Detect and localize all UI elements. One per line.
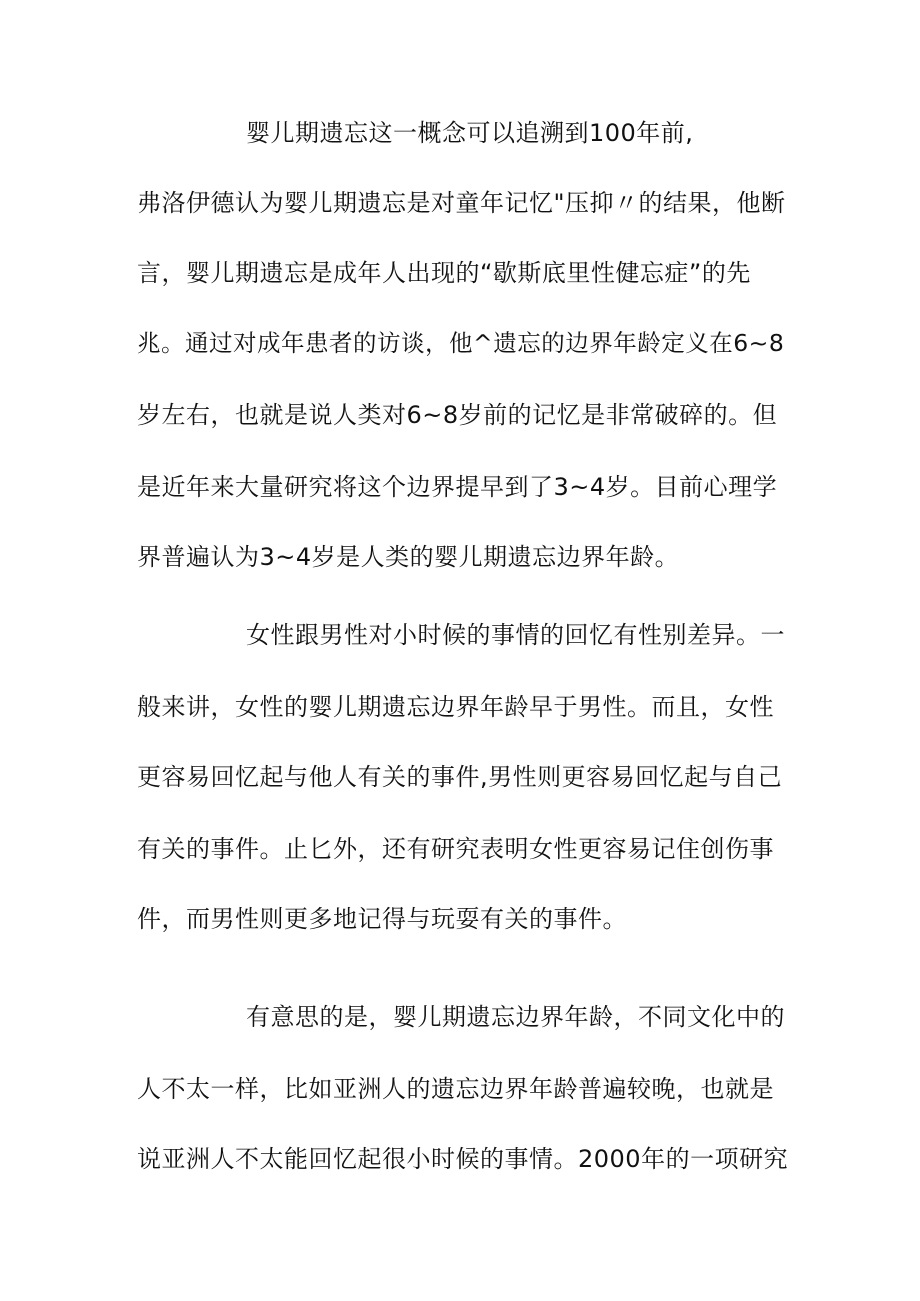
paragraph-line: 有关的事件。止匕外，还有研究表明女性更容易记住创伤事 xyxy=(137,835,774,863)
paragraph-line: 弗洛伊德认为婴儿期遗忘是对童年记忆"压抑〃的结果，他断 xyxy=(137,189,786,217)
paragraph-line: 言，婴儿期遗忘是成年人出现的“歇斯底里性健忘症”的先 xyxy=(137,259,751,287)
paragraph-line: 婴儿期遗忘这一概念可以追溯到100年前, xyxy=(246,119,694,147)
paragraph-line: 人不太一样，比如亚洲人的遗忘边界年龄普遍较晚，也就是 xyxy=(137,1075,774,1103)
paragraph-line: 有意思的是，婴儿期遗忘边界年龄，不同文化中的 xyxy=(246,1003,785,1031)
paragraph-line: 界普遍认为3~4岁是人类的婴儿期遗忘边界年龄。 xyxy=(137,543,680,571)
paragraph-line: 般来讲，女性的婴儿期遗忘边界年龄早于男性。而且，女性 xyxy=(137,693,774,721)
paragraph-line: 说亚洲人不太能回忆起很小时候的事情。2000年的一项研究 xyxy=(137,1145,789,1173)
paragraph-line: 女性跟男性对小时候的事情的回忆有性别差异。一 xyxy=(246,621,785,649)
paragraph-line: 更容易回忆起与他人有关的事件,男性则更容易回忆起与自己 xyxy=(137,763,783,791)
paragraph-line: 岁左右，也就是说人类对6~8岁前的记忆是非常破碎的。但 xyxy=(137,401,778,429)
paragraph-line: 兆。通过对成年患者的访谈，他^遗忘的边界年龄定义在6~8 xyxy=(137,329,785,357)
paragraph-line: 是近年来大量研究将这个边界提早到了3~4岁。目前心理学 xyxy=(137,473,778,501)
paragraph-line: 件，而男性则更多地记得与玩耍有关的事件。 xyxy=(137,905,627,933)
